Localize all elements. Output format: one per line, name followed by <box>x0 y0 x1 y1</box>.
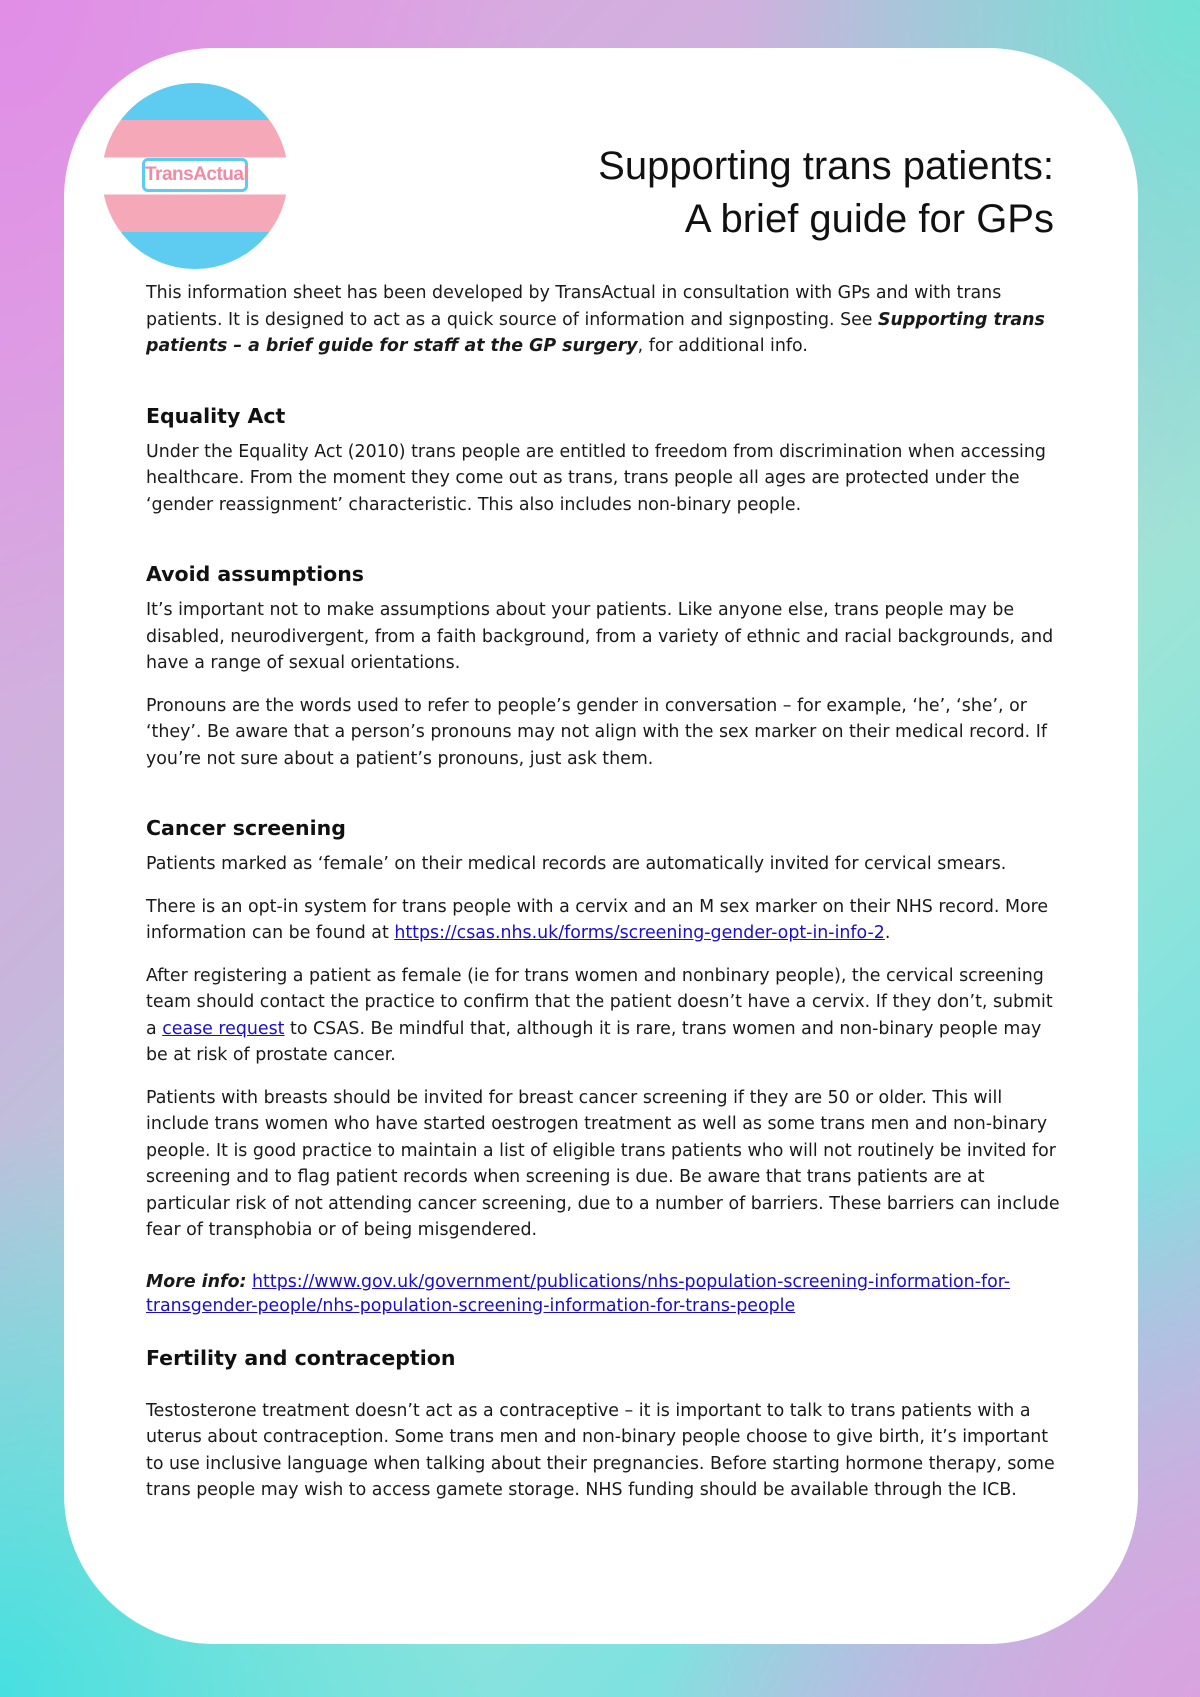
section-heading-equality: Equality Act <box>146 403 286 428</box>
equality-paragraph: Under the Equality Act (2010) trans people are entitled to freedom from discrimination when accessing healthcare. From the moment they come out as trans, trans people all ages are protected under the ‘gender reassignment’ characteristic. This also includes non-binary people. <box>146 441 1046 515</box>
document-content <box>146 280 1066 1504</box>
more-info-paragraph <box>146 1270 1066 1318</box>
transactual-logo <box>102 83 288 269</box>
opt-in-text: There is an opt-in system for trans people with a cervix and an M sex marker on their NHS record. More information can be found at <box>146 896 1049 943</box>
intro-text: This information sheet has been developed by TransActual in consultation with GPs and with trans patients. It is designed to act as a quick source of information and signposting. See <box>146 283 1002 330</box>
gov-screening-link[interactable]: https://www.gov.uk/government/publications/nhs-population-screening-information-for-transgender-people/nhs-population-screening-information-for-trans-people <box>146 1271 1011 1316</box>
intro-text-end: , for additional info. <box>637 336 808 356</box>
cease-request-link[interactable]: cease request <box>162 1018 285 1039</box>
cancer-paragraph-4: Patients with breasts should be invited for breast cancer screening if they are 50 or older. This will include trans women who have started oestrogen treatment as well as some trans men and non-binary people. It is good practice to maintain a list of eligible trans patients who will not routinely be invited for screening and to flag patient records when screening is due. Be aware that trans patients are at particular risk of not attending cancer screening, due to a number of barriers. These barriers can include fear of transphobia or of being misgendered. <box>146 1087 1060 1240</box>
csas-opt-in-link[interactable]: https://csas.nhs.uk/forms/screening-gender-opt-in-info-2 <box>394 923 885 943</box>
logo-wordmark: TransActual <box>142 158 248 192</box>
opt-in-text-end: . <box>884 923 891 943</box>
cancer-paragraph-3 <box>146 963 1066 1069</box>
section-heading-assumptions: Avoid assumptions <box>146 562 364 586</box>
assumptions-paragraph-2: Pronouns are the words used to refer to people’s gender in conversation – for example, ‘he’, ‘she’, or ‘they’. Be aware that a person’s pronouns may not align with the sex marker on their medical record. If you’re not sure about a patient’s pronouns, just ask them. <box>146 695 1047 769</box>
section-heading-cancer: Cancer screening <box>146 816 346 840</box>
cease-text-end: to CSAS. Be mindful that, although it is rare, trans women and non-binary people may be at risk of prostate cancer. <box>146 1018 1042 1065</box>
guide-reference: Supporting trans patients – a brief guide for staff at the GP surgery <box>146 309 1045 356</box>
title-line-2: A brief guide for GPs <box>684 197 1054 241</box>
cease-text: After registering a patient as female (ie for trans women and nonbinary people), the cervical screening team should contact the practice to confirm that the patient doesn’t have a cervix. If they don’t, submit a <box>146 965 1053 1039</box>
cancer-paragraph-2 <box>146 894 1066 947</box>
fertility-paragraph: Testosterone treatment doesn’t act as a contraceptive – it is important to talk to trans patients with a uterus about contraception. Some trans men and non-binary people choose to give birth, it’s important to use inclusive language when talking about their pregnancies. Before starting hormone therapy, some trans people may wish to access gamete storage. NHS funding should be available through the ICB. <box>146 1400 1055 1500</box>
more-info-label: More info: <box>146 1271 247 1292</box>
title-line-1: Supporting trans patients: <box>598 144 1054 188</box>
assumptions-paragraph-1: It’s important not to make assumptions about your patients. Like anyone else, trans people may be disabled, neurodivergent, from a faith background, from a variety of ethnic and racial backgrounds, and have a range of sexual orientations. <box>146 600 1054 673</box>
intro-paragraph <box>146 280 1066 360</box>
cancer-paragraph-1: Patients marked as ‘female’ on their medical records are automatically invited for cervical smears. <box>146 854 1007 874</box>
page-title <box>598 140 1054 246</box>
section-heading-fertility: Fertility and contraception <box>146 1345 456 1370</box>
